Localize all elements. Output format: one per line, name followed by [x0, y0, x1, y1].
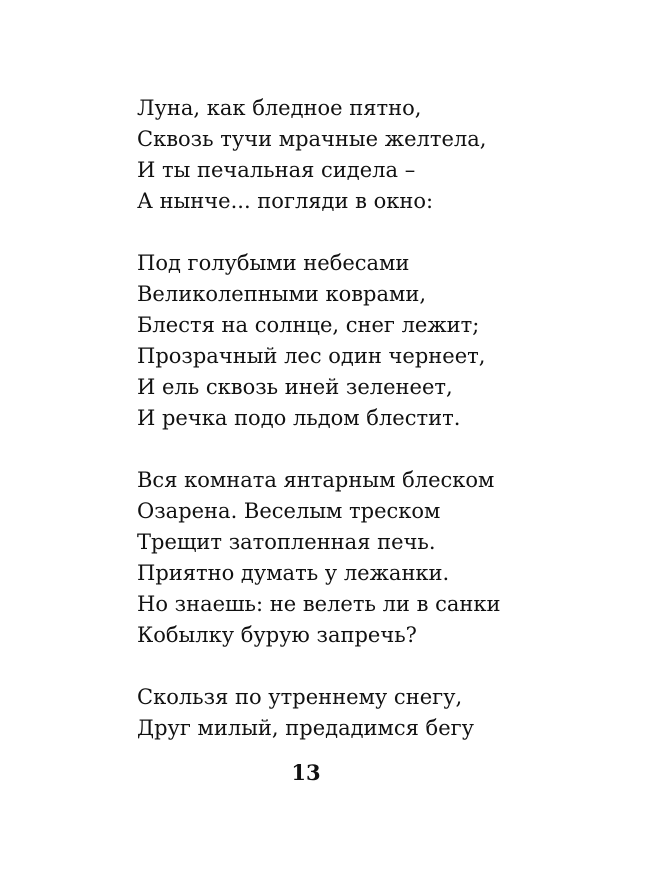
poem-line: Друг милый, предадимся бегу [137, 716, 474, 740]
poem-line: Приятно думать у лежанки. [137, 561, 450, 585]
poem-line: И речка подо льдом блестит. [137, 406, 461, 430]
poem-line: Вся комната янтарным блеском [137, 468, 495, 492]
poem-line: Кобылку бурую запречь? [137, 623, 417, 647]
poem-line: И ты печальная сидела – [137, 158, 416, 182]
poem-line: Трещит затопленная печь. [137, 530, 436, 554]
poem-line: Под голубыми небесами [137, 251, 410, 275]
poem-line: И ель сквозь иней зеленеет, [137, 375, 453, 399]
stanza-3 [137, 465, 617, 651]
poem-line: Но знаешь: не велеть ли в санки [137, 592, 501, 616]
stanza-2 [137, 248, 617, 434]
page-number: 13 [291, 760, 321, 785]
poem-line: Сквозь тучи мрачные желтела, [137, 127, 487, 151]
poem-text [137, 93, 617, 775]
poem-line: Скользя по утреннему снегу, [137, 685, 463, 709]
stanza-4 [137, 682, 617, 744]
poem-line: Великолепными коврами, [137, 282, 427, 306]
poem-line: А нынче... погляди в окно: [137, 189, 434, 213]
poem-line: Блестя на солнце, снег лежит; [137, 313, 480, 337]
poem-line: Озарена. Веселым треском [137, 499, 441, 523]
poem-line: Прозрачный лес один чернеет, [137, 344, 486, 368]
stanza-1 [137, 93, 617, 217]
poem-line: Луна, как бледное пятно, [137, 96, 422, 120]
